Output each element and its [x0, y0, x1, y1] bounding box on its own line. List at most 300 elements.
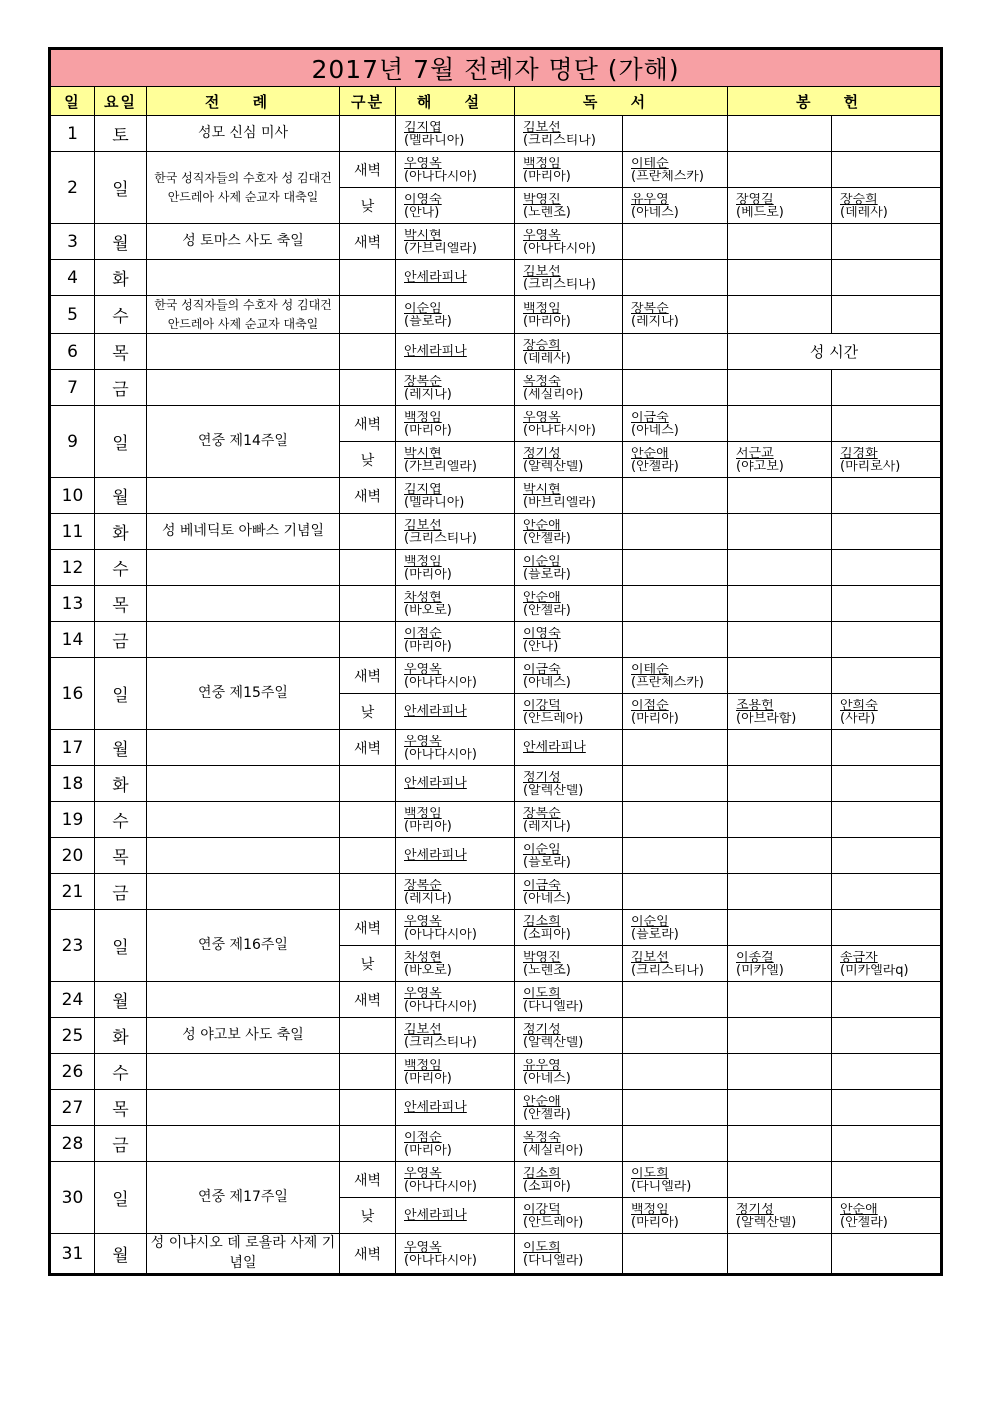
person-saint: (마리아)	[404, 568, 452, 582]
offering-cell	[832, 838, 942, 874]
person-saint: (아나다시아)	[404, 748, 477, 762]
reading-cell	[515, 514, 623, 550]
note-cell: 성 시간	[728, 334, 942, 370]
person-name: 박영진	[523, 193, 561, 206]
person-saint: (알렉산델)	[523, 784, 584, 798]
offering-cell	[832, 910, 942, 946]
person-saint: (안젤라)	[840, 1216, 888, 1230]
liturgy-cell	[147, 478, 340, 514]
offering-cell	[832, 296, 942, 334]
commentary-cell	[396, 1198, 515, 1234]
offering-cell	[728, 838, 832, 874]
offering-cell	[832, 188, 942, 224]
person-saint: (마리로사)	[840, 460, 901, 474]
liturgy-cell: 성 야고보 사도 축일	[147, 1018, 340, 1054]
reading-cell	[515, 224, 623, 260]
person-saint: (미카엘라q)	[840, 964, 909, 978]
commentary-cell	[396, 514, 515, 550]
offering-cell	[728, 946, 832, 982]
reading-cell	[623, 260, 728, 296]
reading-cell	[623, 1126, 728, 1162]
offering-cell	[832, 1198, 942, 1234]
weekday-cell: 월	[95, 478, 147, 514]
commentary-cell	[396, 116, 515, 152]
reading-cell	[623, 586, 728, 622]
commentary-cell	[396, 838, 515, 874]
table-row	[50, 152, 942, 188]
offering-cell	[728, 370, 832, 406]
offering-cell	[728, 514, 832, 550]
liturgy-cell	[147, 802, 340, 838]
liturgy-cell	[147, 1090, 340, 1126]
person-saint: (프란체스카)	[631, 676, 704, 690]
weekday-cell: 금	[95, 622, 147, 658]
division-cell: 낮	[340, 442, 396, 478]
person-name: 이도희	[523, 1241, 561, 1255]
person-saint: (레지나)	[631, 315, 679, 329]
person-saint: (안드레아)	[523, 712, 584, 726]
weekday-cell: 월	[95, 730, 147, 766]
commentary-cell	[396, 694, 515, 730]
commentary-cell	[396, 188, 515, 224]
day-cell: 7	[50, 370, 95, 406]
person-saint: (바브리엘라)	[523, 496, 596, 510]
division-cell: 새벽	[340, 982, 396, 1018]
offering-cell	[832, 874, 942, 910]
offering-cell	[728, 1126, 832, 1162]
commentary-cell	[396, 550, 515, 586]
person-name: 백정임	[631, 1203, 669, 1217]
person-saint: (안젤라)	[523, 532, 571, 546]
division-cell	[340, 334, 396, 370]
person-name: 안세라피나	[404, 704, 467, 720]
person-saint: (아나다시아)	[523, 424, 596, 438]
person-name: 이순임	[523, 843, 561, 857]
person-name: 유우영	[631, 193, 669, 206]
person-saint: (레지나)	[404, 892, 452, 906]
commentary-cell	[396, 658, 515, 694]
reading-cell	[623, 838, 728, 874]
offering-cell	[832, 152, 942, 188]
reading-cell	[515, 622, 623, 658]
day-cell: 18	[50, 766, 95, 802]
person-name: 박영진	[523, 951, 561, 965]
person-name: 이도희	[631, 1167, 669, 1181]
commentary-cell	[396, 1162, 515, 1198]
reading-cell	[515, 982, 623, 1018]
person-saint: (다니엘라)	[523, 1000, 584, 1014]
weekday-cell: 월	[95, 982, 147, 1018]
division-cell	[340, 116, 396, 152]
weekday-cell: 목	[95, 334, 147, 370]
day-cell: 28	[50, 1126, 95, 1162]
person-saint: (크리스티나)	[631, 964, 704, 978]
offering-cell	[728, 910, 832, 946]
offering-cell	[832, 1162, 942, 1198]
person-name: 안순애	[631, 447, 669, 461]
person-name: 정기성	[523, 447, 561, 461]
person-name: 김보선	[523, 121, 561, 134]
person-name: 장복순	[631, 302, 669, 316]
commentary-cell	[396, 1090, 515, 1126]
person-saint: (데레사)	[523, 352, 571, 366]
header-weekday: 요일	[95, 87, 147, 116]
reading-cell	[623, 946, 728, 982]
offering-cell	[728, 802, 832, 838]
day-cell: 9	[50, 406, 95, 478]
table-row	[50, 224, 942, 260]
person-name: 우영옥	[404, 987, 442, 1001]
person-saint: (야고보)	[736, 460, 784, 474]
reading-cell	[515, 874, 623, 910]
table-row	[50, 802, 942, 838]
offering-cell	[832, 1126, 942, 1162]
liturgy-cell	[147, 730, 340, 766]
person-name: 박시현	[404, 447, 442, 461]
division-cell: 새벽	[340, 224, 396, 260]
table-row	[50, 586, 942, 622]
offering-cell	[832, 478, 942, 514]
commentary-cell	[396, 296, 515, 334]
person-name: 백정임	[404, 411, 442, 425]
weekday-cell: 화	[95, 766, 147, 802]
offering-cell	[728, 1054, 832, 1090]
liturgy-cell: 성 이냐시오 데 로욜라 사제 기념일	[147, 1234, 340, 1275]
offering-cell	[728, 260, 832, 296]
reading-cell	[515, 296, 623, 334]
person-name: 서근교	[736, 447, 774, 461]
person-name: 조용헌	[736, 699, 774, 713]
person-saint: (아나다시아)	[404, 1000, 477, 1014]
offering-cell	[832, 586, 942, 622]
commentary-cell	[396, 260, 515, 296]
reading-cell	[515, 910, 623, 946]
day-cell: 24	[50, 982, 95, 1018]
offering-cell	[728, 1018, 832, 1054]
person-name: 안세라피나	[404, 1100, 467, 1116]
person-saint: (안젤라)	[523, 1108, 571, 1122]
liturgy-cell	[147, 1126, 340, 1162]
reading-cell	[515, 152, 623, 188]
weekday-cell: 수	[95, 802, 147, 838]
reading-cell	[515, 946, 623, 982]
table-row	[50, 838, 942, 874]
offering-cell	[728, 224, 832, 260]
person-name: 장복순	[404, 879, 442, 893]
commentary-cell	[396, 1018, 515, 1054]
weekday-cell: 화	[95, 260, 147, 296]
person-saint: (가브리엘라)	[404, 242, 477, 255]
offering-cell	[832, 1090, 942, 1126]
reading-cell	[623, 116, 728, 152]
liturgy-cell: 연중 제15주일	[147, 658, 340, 730]
day-cell: 30	[50, 1162, 95, 1234]
person-saint: (사라)	[840, 712, 876, 726]
division-cell	[340, 514, 396, 550]
person-saint: (크리스티나)	[404, 532, 477, 546]
offering-cell	[728, 658, 832, 694]
table-row	[50, 296, 942, 334]
division-cell	[340, 622, 396, 658]
person-saint: (세실리아)	[523, 388, 584, 402]
liturgy-cell	[147, 982, 340, 1018]
offering-cell	[832, 116, 942, 152]
offering-cell	[728, 1198, 832, 1234]
table-row	[50, 910, 942, 946]
day-cell: 5	[50, 296, 95, 334]
weekday-cell: 일	[95, 910, 147, 982]
weekday-cell: 수	[95, 550, 147, 586]
reading-cell	[515, 406, 623, 442]
table-row	[50, 1090, 942, 1126]
day-cell: 12	[50, 550, 95, 586]
table-row	[50, 1018, 942, 1054]
division-cell: 새벽	[340, 910, 396, 946]
table-row	[50, 550, 942, 586]
header-row	[50, 87, 942, 116]
weekday-cell: 금	[95, 1126, 147, 1162]
day-cell: 20	[50, 838, 95, 874]
person-name: 백정임	[523, 157, 561, 170]
division-cell: 낮	[340, 188, 396, 224]
person-name: 김소희	[523, 1167, 561, 1181]
day-cell: 4	[50, 260, 95, 296]
reading-cell	[515, 1054, 623, 1090]
offering-cell	[728, 586, 832, 622]
table-row	[50, 334, 942, 370]
reading-cell	[515, 586, 623, 622]
liturgy-cell	[147, 334, 340, 370]
person-saint: (아나다시아)	[404, 676, 477, 690]
reading-cell	[515, 188, 623, 224]
day-cell: 31	[50, 1234, 95, 1275]
offering-cell	[832, 658, 942, 694]
day-cell: 25	[50, 1018, 95, 1054]
commentary-cell	[396, 730, 515, 766]
person-name: 우영옥	[523, 229, 561, 242]
reading-cell	[623, 1234, 728, 1275]
person-name: 우영옥	[404, 157, 442, 170]
weekday-cell: 일	[95, 658, 147, 730]
person-name: 이강덕	[523, 1203, 561, 1217]
weekday-cell: 화	[95, 1018, 147, 1054]
person-saint: (아나다시아)	[404, 1254, 477, 1268]
reading-cell	[623, 694, 728, 730]
person-name: 이순임	[523, 555, 561, 569]
person-name: 장승희	[840, 193, 878, 206]
offering-cell	[728, 442, 832, 478]
person-name: 안순애	[523, 1095, 561, 1109]
reading-cell	[623, 874, 728, 910]
division-cell: 낮	[340, 1198, 396, 1234]
commentary-cell	[396, 982, 515, 1018]
weekday-cell: 수	[95, 1054, 147, 1090]
person-name: 안세라피나	[404, 1208, 467, 1224]
offering-cell	[832, 982, 942, 1018]
day-cell: 27	[50, 1090, 95, 1126]
weekday-cell: 목	[95, 838, 147, 874]
division-cell	[340, 1018, 396, 1054]
reading-cell	[515, 1126, 623, 1162]
reading-cell	[515, 694, 623, 730]
weekday-cell: 금	[95, 874, 147, 910]
person-saint: (마리아)	[631, 1216, 679, 1230]
person-name: 이점순	[404, 627, 442, 641]
weekday-cell: 일	[95, 406, 147, 478]
liturgy-cell: 성모 신심 미사	[147, 116, 340, 152]
reading-cell	[515, 1234, 623, 1275]
offering-cell	[832, 694, 942, 730]
liturgy-cell: 한국 성직자들의 수호자 성 김대건 안드레아 사제 순교자 대축일	[147, 296, 340, 334]
person-name: 김지엽	[404, 121, 442, 134]
commentary-cell	[396, 478, 515, 514]
person-name: 백정임	[404, 555, 442, 569]
person-name: 안세라피나	[404, 776, 467, 792]
person-saint: (크리스티나)	[523, 134, 596, 147]
reading-cell	[515, 260, 623, 296]
division-cell: 새벽	[340, 152, 396, 188]
table-row	[50, 730, 942, 766]
reading-cell	[623, 730, 728, 766]
person-name: 김보선	[404, 519, 442, 533]
commentary-cell	[396, 802, 515, 838]
person-name: 이종걸	[736, 951, 774, 965]
offering-cell	[728, 116, 832, 152]
day-cell: 26	[50, 1054, 95, 1090]
division-cell	[340, 802, 396, 838]
division-cell: 낮	[340, 694, 396, 730]
liturgy-cell: 연중 제14주일	[147, 406, 340, 478]
header-reading: 독 서	[515, 87, 728, 116]
person-name: 안세라피나	[523, 740, 586, 756]
person-saint: (마리아)	[523, 170, 571, 183]
reading-cell	[623, 766, 728, 802]
day-cell: 23	[50, 910, 95, 982]
offering-cell	[832, 622, 942, 658]
offering-cell	[832, 370, 942, 406]
person-saint: (아나다시아)	[404, 170, 477, 183]
offering-cell	[832, 1054, 942, 1090]
person-name: 이순임	[404, 302, 442, 316]
person-saint: (크리스티나)	[523, 278, 596, 291]
person-name: 안순애	[523, 591, 561, 605]
person-name: 차성현	[404, 591, 442, 605]
commentary-cell	[396, 442, 515, 478]
division-cell: 새벽	[340, 478, 396, 514]
person-name: 이순임	[631, 915, 669, 929]
reading-cell	[515, 370, 623, 406]
liturgy-cell	[147, 370, 340, 406]
offering-cell	[728, 152, 832, 188]
person-saint: (아나다시아)	[404, 1180, 477, 1194]
table-row	[50, 1162, 942, 1198]
offering-cell	[728, 188, 832, 224]
liturgy-cell	[147, 550, 340, 586]
person-name: 안세라피나	[404, 270, 467, 285]
commentary-cell	[396, 152, 515, 188]
reading-cell	[623, 296, 728, 334]
day-cell: 1	[50, 116, 95, 152]
person-name: 우영옥	[404, 735, 442, 749]
day-cell: 11	[50, 514, 95, 550]
offering-cell	[728, 766, 832, 802]
weekday-cell: 월	[95, 1234, 147, 1275]
day-cell: 3	[50, 224, 95, 260]
commentary-cell	[396, 586, 515, 622]
person-saint: (안젤라)	[631, 460, 679, 474]
reading-cell	[623, 622, 728, 658]
header-division: 구분	[340, 87, 396, 116]
person-saint: (안젤라)	[523, 604, 571, 618]
commentary-cell	[396, 874, 515, 910]
person-saint: (아나다시아)	[404, 928, 477, 942]
person-saint: (플로라)	[404, 315, 452, 329]
liturgy-cell: 성 베네딕토 아빠스 기념일	[147, 514, 340, 550]
person-saint: (마리아)	[404, 820, 452, 834]
person-name: 김보선	[631, 951, 669, 965]
weekday-cell: 화	[95, 514, 147, 550]
reading-cell	[623, 334, 728, 370]
reading-cell	[515, 658, 623, 694]
person-name: 장복순	[523, 807, 561, 821]
person-saint: (바오로)	[404, 964, 452, 978]
header-liturgy: 전 례	[147, 87, 340, 116]
person-saint: (세실리아)	[523, 1144, 584, 1158]
person-saint: (레지나)	[523, 820, 571, 834]
offering-cell	[832, 260, 942, 296]
person-name: 장영길	[736, 193, 774, 206]
person-saint: (플로라)	[523, 568, 571, 582]
commentary-cell	[396, 622, 515, 658]
header-commentary: 해 설	[396, 87, 515, 116]
weekday-cell: 토	[95, 116, 147, 152]
weekday-cell: 일	[95, 1162, 147, 1234]
reading-cell	[623, 1018, 728, 1054]
person-name: 김지엽	[404, 483, 442, 497]
table-row	[50, 982, 942, 1018]
person-saint: (아네스)	[523, 676, 571, 690]
liturgy-cell: 연중 제16주일	[147, 910, 340, 982]
person-saint: (데레사)	[840, 206, 888, 219]
person-saint: (아네스)	[631, 424, 679, 438]
person-saint: (레지나)	[404, 388, 452, 402]
person-saint: (크리스티나)	[404, 1036, 477, 1050]
liturgy-cell: 성 토마스 사도 축일	[147, 224, 340, 260]
day-cell: 16	[50, 658, 95, 730]
day-cell: 6	[50, 334, 95, 370]
offering-cell	[832, 1234, 942, 1275]
person-name: 이점순	[404, 1131, 442, 1145]
person-saint: (멜라니아)	[404, 134, 465, 147]
offering-cell	[832, 802, 942, 838]
division-cell: 새벽	[340, 406, 396, 442]
reading-cell	[623, 982, 728, 1018]
reading-cell	[623, 370, 728, 406]
person-name: 이금숙	[523, 879, 561, 893]
commentary-cell	[396, 224, 515, 260]
offering-cell	[728, 694, 832, 730]
person-name: 옥정숙	[523, 375, 561, 389]
commentary-cell	[396, 1126, 515, 1162]
weekday-cell: 목	[95, 1090, 147, 1126]
division-cell	[340, 550, 396, 586]
person-name: 박시현	[404, 229, 442, 242]
person-name: 이영숙	[523, 627, 561, 641]
weekday-cell: 월	[95, 224, 147, 260]
division-cell: 새벽	[340, 1162, 396, 1198]
reading-cell	[515, 550, 623, 586]
table-row	[50, 766, 942, 802]
